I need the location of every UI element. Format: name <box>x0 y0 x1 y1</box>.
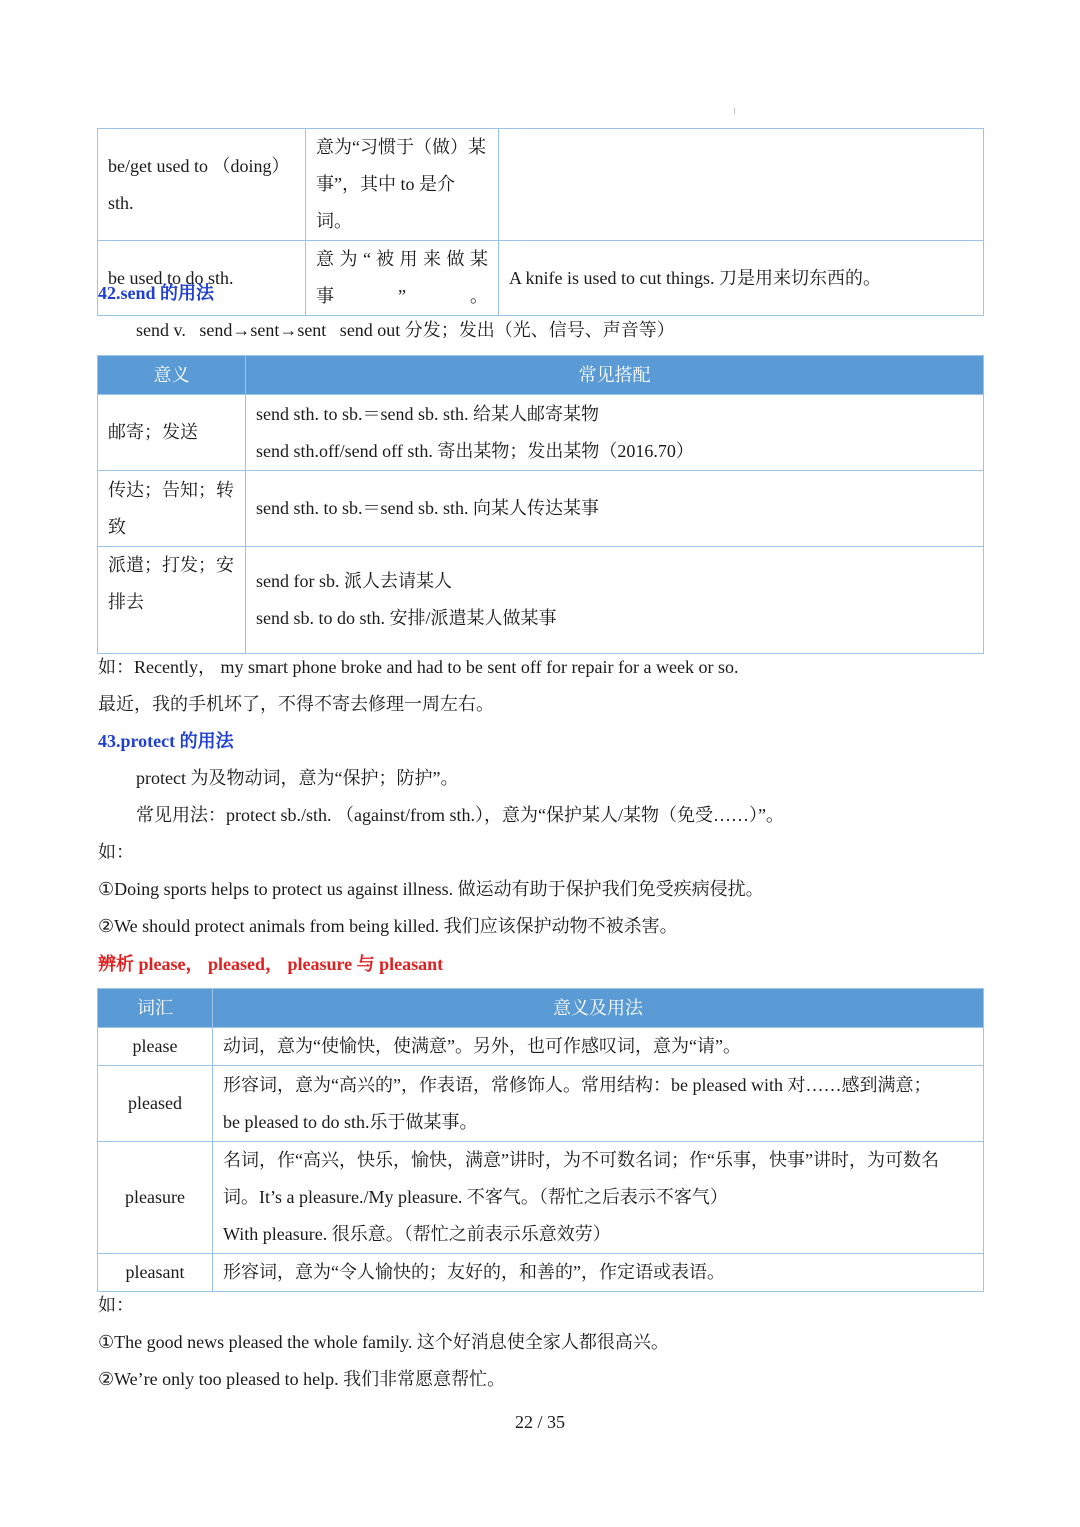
header-meaning: 意义 <box>98 356 246 395</box>
send-example-cn: 最近，我的手机坏了，不得不寄去修理一周左右。 <box>98 694 494 714</box>
bianxi-ru: 如： <box>98 1295 134 1315</box>
usage-line: 形容词，意为“令人愉快的；友好的，和善的”，作定语或表语。 <box>223 1262 725 1282</box>
send-forms: send v. send→sent→sent send out 分发；发出（光、信号、声音等） <box>136 320 675 340</box>
phrase-cell: be/get used to （doing） sth. <box>98 129 306 241</box>
protect-ru: 如： <box>98 842 134 862</box>
usage-line: 名词，作“高兴，快乐，愉快，满意”讲时，为不可数名词；作“乐事，快事”讲时，为可数名 <box>223 1150 939 1170</box>
section-title-protect: 43.protect 的用法 <box>98 731 234 751</box>
collocation-cell <box>246 395 984 471</box>
protect-example-1: ①Doing sports helps to protect us against illness. 做运动有助于保护我们免受疾病侵扰。 <box>98 879 764 899</box>
table-row <box>98 129 984 241</box>
meaning-cell: 意为“习惯于（做）某事”，其中 to 是介词。 <box>306 129 499 241</box>
word-cell: please <box>98 1028 213 1066</box>
table-header-row <box>98 989 984 1028</box>
page-number: 22 / 35 <box>514 1412 565 1432</box>
header-collocation: 常见搭配 <box>246 356 984 395</box>
table-row <box>98 395 984 471</box>
example-cell: A knife is used to cut things. 刀是用来切东西的。 <box>499 241 984 316</box>
table-row <box>98 1066 984 1142</box>
bianxi-title: 辨析 please， pleased， pleasure 与 pleasant <box>98 954 444 974</box>
collocation-line: send for sb. 派人去请某人 <box>256 571 452 591</box>
usage-cell <box>213 1142 984 1254</box>
header-usage: 意义及用法 <box>213 989 984 1028</box>
usage-cell <box>213 1028 984 1066</box>
meaning-cell: 邮寄；发送 <box>98 395 246 471</box>
meaning-cell: 意 为 “ 被 用 来 做 某 事”。 <box>306 241 499 316</box>
meaning-cell: 传达；告知；转致 <box>98 471 246 547</box>
send-table <box>97 355 984 654</box>
header-word: 词汇 <box>98 989 213 1028</box>
collocation-line: send sb. to do sth. 安排/派遣某人做某事 <box>256 608 557 628</box>
usage-line: be pleased to do sth.乐于做某事。 <box>223 1111 478 1132</box>
usage-line: With pleasure. 很乐意。（帮忙之前表示乐意效劳） <box>223 1224 611 1244</box>
table-header-row <box>98 356 984 395</box>
collocation-line: send sth.off/send off sth. 寄出某物；发出某物（2016.70） <box>256 440 694 461</box>
section-title-send: 42.send 的用法 <box>98 283 215 303</box>
example-cell <box>499 129 984 241</box>
table-row <box>98 1142 984 1254</box>
collocation-cell <box>246 471 984 547</box>
collocation-cell <box>246 547 984 654</box>
table-row <box>98 471 984 547</box>
usage-cell <box>213 1254 984 1292</box>
table-row <box>98 547 984 654</box>
used-to-table <box>97 128 984 316</box>
header-mark <box>734 108 735 114</box>
please-table <box>97 988 984 1292</box>
table-row <box>98 1028 984 1066</box>
bianxi-example-1: ①The good news pleased the whole family. 这个好消息使全家人都很高兴。 <box>98 1332 669 1352</box>
collocation-line: send sth. to sb.＝send sb. sth. 给某人邮寄某物 <box>256 403 600 424</box>
protect-line-2: 常见用法：protect sb./sth. （against/from sth.），意为“保护某人/某物（免受……）”。 <box>136 805 784 825</box>
usage-line: 词。It’s a pleasure./My pleasure. 不客气。（帮忙之后表示不客气） <box>223 1187 728 1207</box>
word-cell: pleasure <box>98 1142 213 1254</box>
collocation-line: send sth. to sb.＝send sb. sth. 向某人传达某事 <box>256 498 600 518</box>
bianxi-example-2: ②We’re only too pleased to help. 我们非常愿意帮忙。 <box>98 1369 506 1389</box>
protect-example-2: ②We should protect animals from being killed. 我们应该保护动物不被杀害。 <box>98 916 678 936</box>
table-row <box>98 241 984 316</box>
word-cell: pleasant <box>98 1254 213 1292</box>
usage-line: 动词，意为“使愉快，使满意”。另外，也可作感叹词，意为“请”。 <box>223 1036 741 1056</box>
usage-cell <box>213 1066 984 1142</box>
phrase-cell: be used to do sth. <box>98 241 306 316</box>
meaning-cell: 派遣；打发；安排去 <box>98 547 246 654</box>
table-row <box>98 1254 984 1292</box>
usage-line: 形容词，意为“高兴的”，作表语，常修饰人。常用结构：be pleased with 对……感到满意； <box>223 1074 932 1095</box>
send-example-en: 如：Recently， my smart phone broke and had to be sent off for repair for a week or so. <box>98 657 739 677</box>
word-cell: pleased <box>98 1066 213 1142</box>
protect-line-1: protect 为及物动词，意为“保护；防护”。 <box>136 768 459 788</box>
